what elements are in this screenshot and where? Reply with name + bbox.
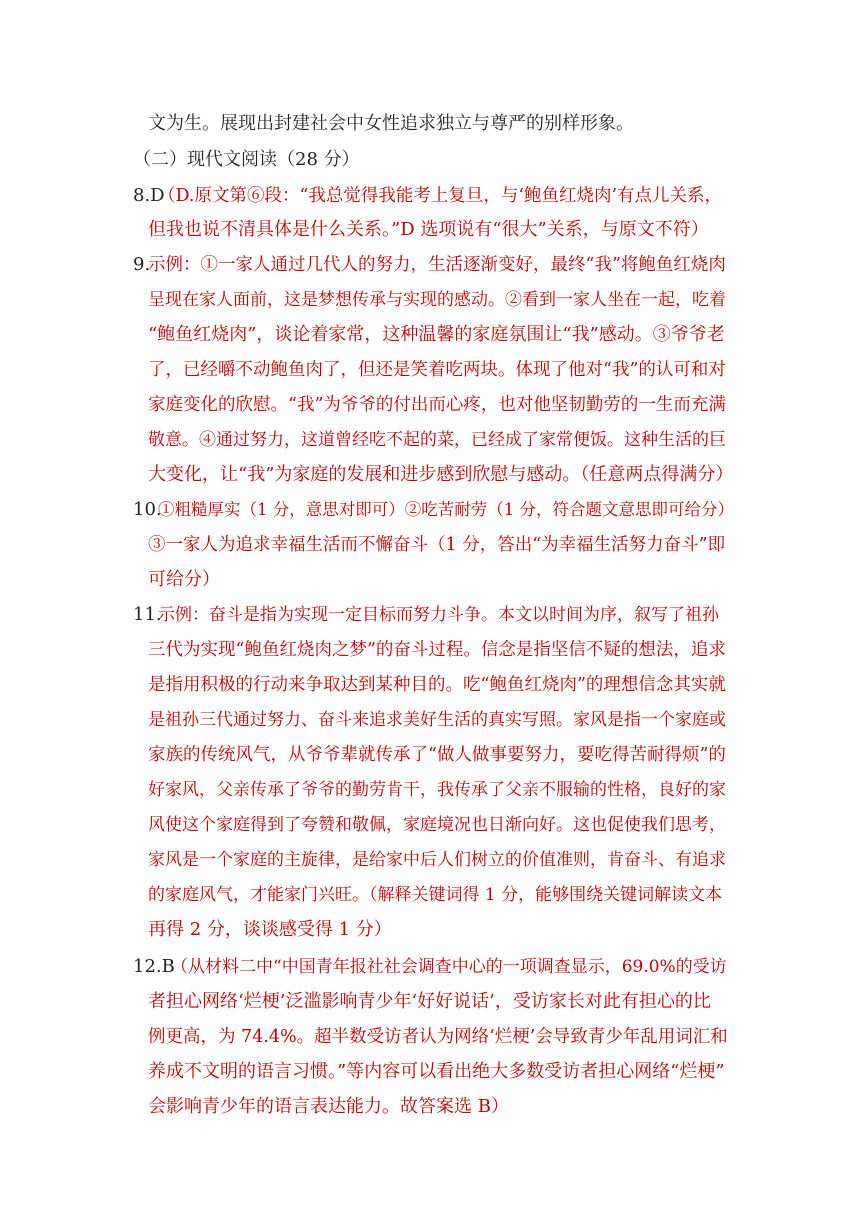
q9-line: 大变化，让“我”为家庭的发展和进步感到欣慰与感动。（任意两点得满分） [148, 464, 734, 485]
q12-label: 12.B [133, 956, 175, 977]
q8-label: 8.D [133, 185, 165, 206]
section-title: （二）现代文阅读（28 分） [133, 149, 360, 170]
q12-line: 会影响青少年的语言表达能力。故答案选 B） [148, 1096, 509, 1117]
q11-line: 风使这个家庭得到了夸赞和敬佩，家庭境况也日渐向好。这也促使我们思考， [148, 815, 726, 835]
q8-line: 但我也说不清具体是什么关系。”D 选项说有“很大”关系，与原文不符） [148, 219, 709, 240]
q11-line: 再得 2 分，谈谈感受得 1 分） [148, 919, 392, 940]
q9-line: 家庭变化的欣慰。“我”为爷爷的付出而心疼，也对他坚韧勤劳的一生而充满 [148, 395, 726, 415]
q11-line: 家风是一个家庭的主旋律，是给家中后人们树立的价值准则，肯奋斗、有追求 [148, 850, 726, 870]
q10-label: 10. [133, 499, 162, 520]
q9-line: 呈现在家人面前，这是梦想传承与实现的感动。②看到一家人坐在一起，吃着 [148, 290, 726, 310]
q11-label: 11. [133, 604, 162, 625]
q12-line: 者担心网络‘烂梗’泛滥影响青少年‘好好说话’，受访家长对此有担心的比 [148, 991, 711, 1012]
q9-line: “鲍鱼红烧肉”，谈论着家常，这种温馨的家庭氛围让“我”感动。③爷爷老 [148, 324, 725, 345]
q12-line: 例更高，为 74.4%。超半数受访者认为网络‘烂梗’会导致青少年乱用词汇和 [148, 1027, 728, 1047]
q10-line: ③一家人为追求幸福生活而不懈奋斗（1 分，答出“为幸福生活努力奋斗”即 [148, 535, 726, 555]
q12-line: （从材料二中“中国青年报社社会调查中心的一项调查显示，69.0%的受访 [171, 957, 727, 977]
q9-label: 9. [133, 254, 151, 275]
intro-line: 文为生。展现出封建社会中女性追求独立与尊严的别样形象。 [148, 113, 634, 134]
q11-line: 三代为实现“鲍鱼红烧肉之梦”的奋斗过程。信念是指坚信不疑的想法，追求 [148, 640, 726, 660]
q12-line: 养成不文明的语言习惯。”等内容可以看出绝大多数受访者担心网络“烂梗” [148, 1061, 725, 1082]
q11-line: 家族的传统风气，从爷爷辈就传承了“做人做事要努力，要吃得苦耐得烦”的 [148, 745, 726, 765]
q11-line: 是指用积极的行动来争取达到某种目的。吃“鲍鱼红烧肉”的理想信念其实就 [148, 675, 726, 695]
q10-line: 可给分） [148, 569, 220, 590]
q11-line: 好家风，父亲传承了爷爷的勤劳肯干，我传承了父亲不服输的性格，良好的家 [148, 780, 726, 800]
q10-line: ①粗糙厚实（1 分，意思对即可）②吃苦耐劳（1 分，符合题文意思即可给分） [158, 500, 734, 519]
q8-line: （D.原文第⑥段：“我总觉得我能考上复旦，与‘鲍鱼红烧肉’有点儿关系， [158, 186, 723, 206]
q11-line: 示例：奋斗是指为实现一定目标而努力斗争。本文以时间为序，叙写了祖孙 [158, 605, 719, 625]
q9-line: 了，已经嚼不动鲍鱼肉了，但还是笑着吃两块。体现了他对“我”的认可和对 [148, 360, 726, 380]
q11-line: 是祖孙三代通过努力、奋斗来追求美好生活的真实写照。家风是指一个家庭或 [148, 710, 726, 730]
q11-line: 的家庭风气，才能家门兴旺。（解释关键词得 1 分，能够围绕关键词解读文本 [148, 885, 723, 905]
q9-line: 示例：①一家人通过几代人的努力，生活逐渐变好，最终“我”将鲍鱼红烧肉 [148, 255, 726, 275]
q9-line: 敬意。④通过努力，这道曾经吃不起的菜，已经成了家常便饭。这种生活的巨 [148, 430, 726, 450]
